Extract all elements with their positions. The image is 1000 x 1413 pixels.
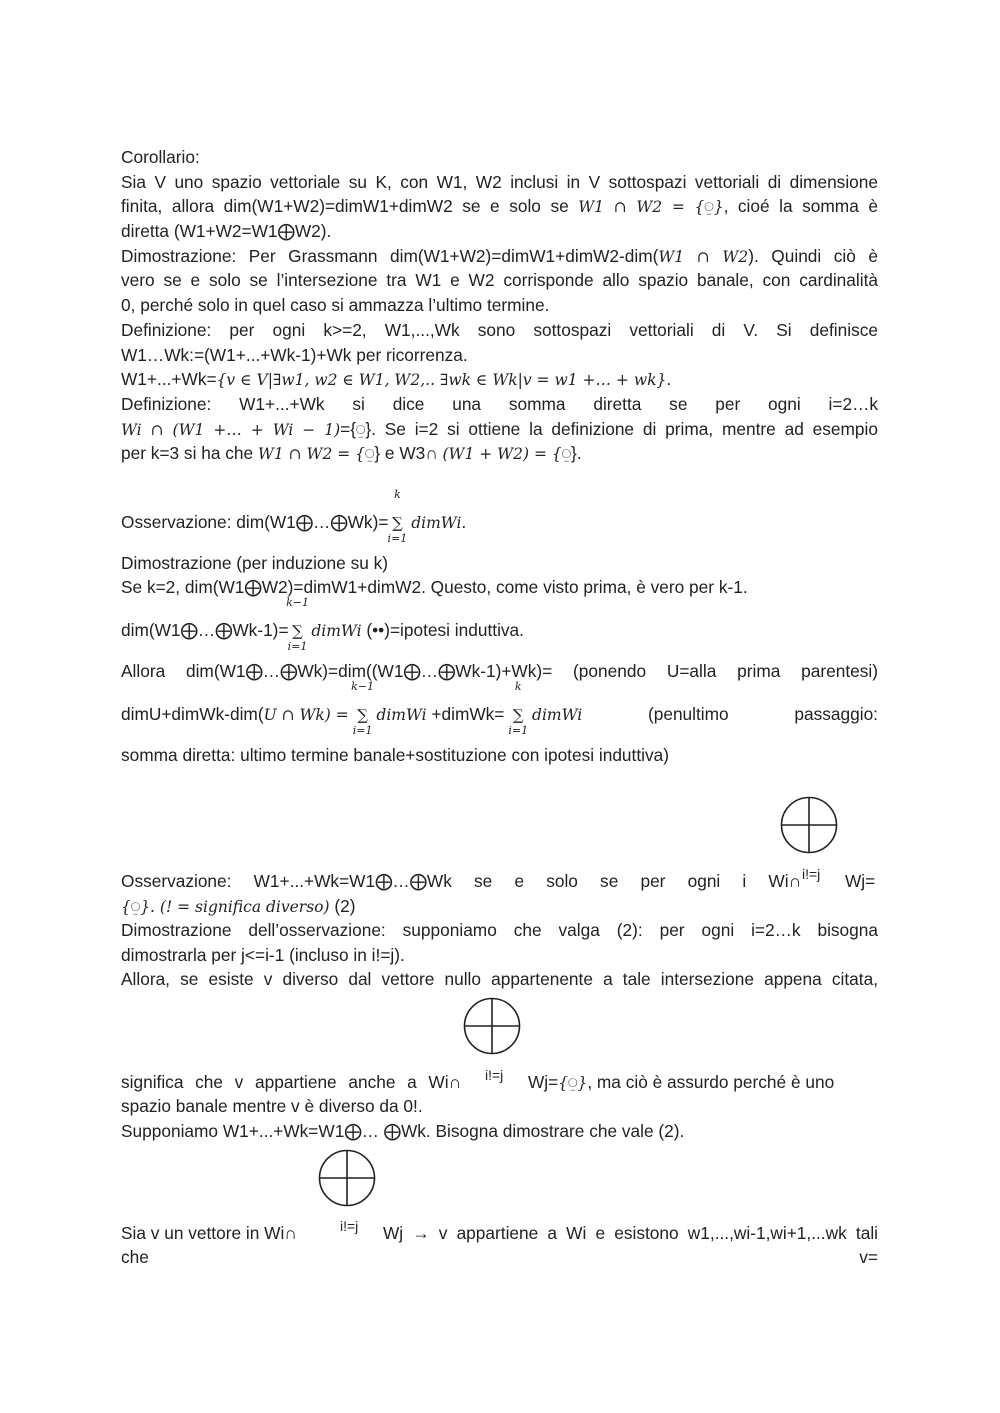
obs2-line-1b: Wj= <box>845 871 876 891</box>
obs2-line-10: che v= <box>121 1247 878 1267</box>
def1-line-1: Definizione: per ogni k>=2, W1,...,Wk sono sottospazi vettoriali di V. Si definisce <box>121 320 878 340</box>
empty-set-symbol: ⍜ <box>704 198 714 216</box>
direct-sum-big-icon <box>463 997 521 1055</box>
obs2-line-3: Dimostrazione dell’osservazione: supponiamo che valga (2): per ogni i=2…k bisogna <box>121 920 878 940</box>
obs1-line-2: Se k=2, dim(W1⨁W2)=dimW1+dimW2. Questo, come visto prima, è vero per k-1. <box>121 577 748 597</box>
obs2-line-6a: significa che v appartiene anche a Wi∩ <box>121 1072 461 1092</box>
corollary-line-1: Sia V uno spazio vettoriale su K, con W1, W2 inclusi in V sottospazi vettoriali di dimensione <box>121 172 878 192</box>
def1-line-3: W1+...+Wk={v ∈ V|∃w1, w2 ∈ W1, W2,.. ∃wk ∈ Wk|v = w1 +… + wk}. <box>121 369 672 389</box>
def2-line-1: Definizione: W1+...+Wk si dice una somma diretta se per ogni i=2…k <box>121 394 878 414</box>
obs1-line-3: dim(W1⨁…⨁Wk-1)= ∑ k−1 i=1 dimWi (••)=ipotesi induttiva. <box>121 596 524 653</box>
def2-line-3: per k=3 si ha che W1 ∩ W2 = {⍜} e W3∩ (W1 + W2) = {⍜}. <box>121 443 582 463</box>
obs2-line-5: Allora, se esiste v diverso dal vettore nullo appartenente a tale intersezione appena citata, <box>121 969 878 989</box>
obs2-line-2: {⍜}. (! = significa diverso) (2) <box>121 896 356 916</box>
def2-line-2: Wi ∩ (W1 +… + Wi − 1)={⍜}. Se i=2 si ottiene la definizione di prima, mentre ad esempio <box>121 419 878 439</box>
corollary-title: Corollario: <box>121 147 200 167</box>
obs2-line-6b: Wj={⍜}, ma ciò è assurdo perché è uno <box>528 1072 835 1092</box>
direct-sum-index-3: i!=j <box>340 1218 359 1234</box>
corollary-line-3: diretta (W1+W2=W1⨁W2). <box>121 221 332 241</box>
obs2-line-9a: Sia v un vettore in Wi∩ <box>121 1223 297 1243</box>
proof1-line-1: Dimostrazione: Per Grassmann dim(W1+W2)=dimW1+dimW2-dim(W1 ∩ W2). Quindi ciò è <box>121 246 878 266</box>
obs1-line-6: somma diretta: ultimo termine banale+sostituzione con ipotesi induttiva) <box>121 745 669 765</box>
corollary-line-2: finita, allora dim(W1+W2)=dimW1+dimW2 se e solo se W1 ∩ W2 = {⍜}, cioé la somma è <box>121 196 878 216</box>
obs2-line-7: spazio banale mentre v è diverso da 0!. <box>121 1096 423 1116</box>
def1-line-2: W1…Wk:=(W1+...+Wk-1)+Wk per ricorrenza. <box>121 345 468 365</box>
proof1-line-2: vero se e solo se l’intersezione tra W1 e W2 corrisponde allo spazio banale, con cardinalità <box>121 270 878 290</box>
direct-sum-index-1: i!=j <box>802 866 821 882</box>
obs2-line-8: Supponiamo W1+...+Wk=W1⨁… ⨁Wk. Bisogna dimostrare che vale (2). <box>121 1121 685 1141</box>
obs2-line-9b: Wj → v appartiene a Wi e esistono w1,...,wi-1,wi+1,...wk tali <box>383 1223 878 1243</box>
summation-symbol: ∑ k i=1 <box>387 488 408 545</box>
direct-sum-big-icon <box>318 1149 376 1207</box>
obs1-line-5: dimU+dimWk-dim(U ∩ Wk) = ∑ k−1 i=1 dimWi +dimWk= ∑ k i=1 dimWi (penultimo passaggio: <box>121 680 878 737</box>
obs2-line-4: dimostrarla per j<=i-1 (incluso in i!=j). <box>121 945 405 965</box>
obs1-line-4: Allora dim(W1⨁…⨁Wk)=dim((W1⨁…⨁Wk-1)+Wk)= (ponendo U=alla prima parentesi) <box>121 661 878 681</box>
proof1-line-3: 0, perché solo in quel caso si ammazza l’ultimo termine. <box>121 295 550 315</box>
direct-sum-index-2: i!=j <box>485 1067 504 1083</box>
obs2-line-1a: Osservazione: W1+...+Wk=W1⨁…⨁Wk se e solo se per ogni i Wi∩ <box>121 871 801 891</box>
direct-sum-big-icon <box>780 796 838 854</box>
obs1-proof-title: Dimostrazione (per induzione su k) <box>121 553 389 573</box>
obs1-line-1: Osservazione: dim(W1⨁…⨁Wk)= ∑ k i=1 dimWi. <box>121 488 467 545</box>
